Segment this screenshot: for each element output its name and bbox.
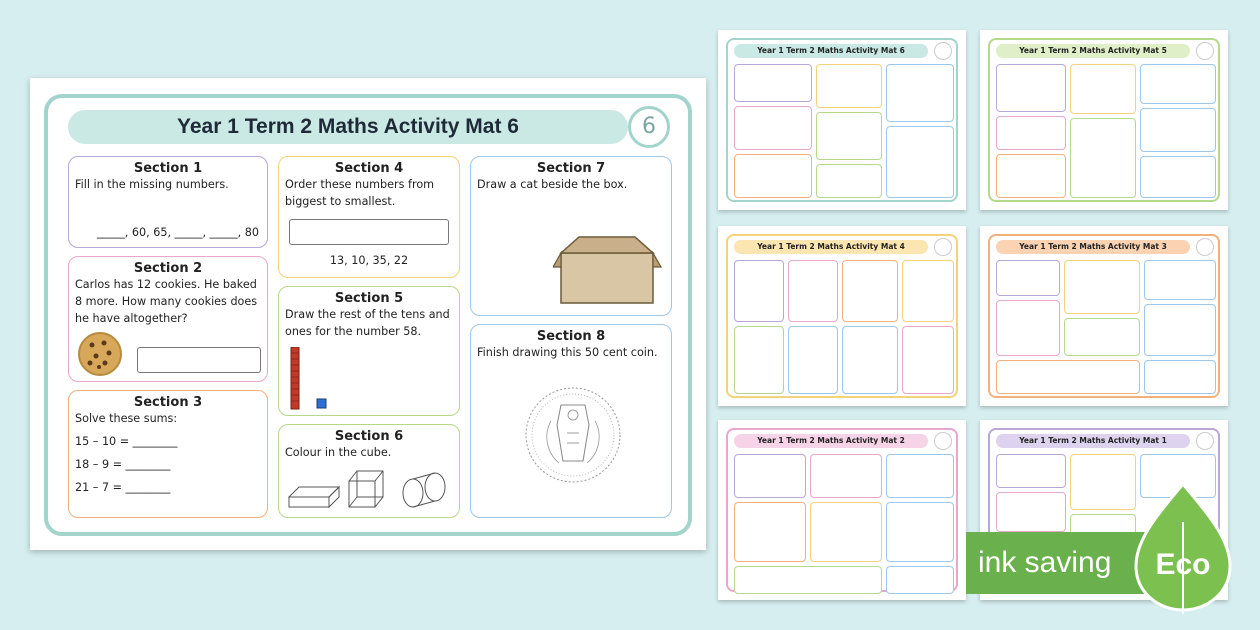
section-4-heading: Section 4 — [334, 161, 404, 176]
section-6 — [278, 424, 460, 518]
section-4-text: Order these numbers from biggest to smallest. — [285, 178, 435, 208]
mini-badge-icon — [934, 432, 952, 450]
section-7 — [470, 156, 672, 316]
tens-and-ones-blocks — [289, 347, 329, 411]
section-3-sum-1: 15 – 10 = ________ — [75, 435, 178, 448]
mini-cell — [1064, 260, 1140, 314]
section-8-heading: Section 8 — [536, 329, 606, 344]
mini-cell — [1144, 304, 1216, 356]
mini-cell — [734, 106, 812, 150]
mini-cell — [886, 126, 954, 198]
mini-cell — [734, 260, 784, 322]
section-1-text: Fill in the missing numbers. — [75, 178, 229, 191]
mini-cell — [734, 64, 812, 102]
section-4-numbers: 13, 10, 35, 22 — [329, 254, 409, 267]
mini-cell — [734, 326, 784, 394]
main-activity-mat — [30, 78, 706, 550]
mini-badge-icon — [934, 42, 952, 60]
mini-cell — [1144, 260, 1216, 300]
mini-cell — [816, 112, 882, 160]
mini-cell — [810, 502, 882, 562]
mini-cell — [996, 454, 1066, 488]
mini-cell — [1070, 64, 1136, 114]
section-3 — [68, 390, 268, 518]
mini-badge-icon — [934, 238, 952, 256]
mini-cell — [842, 260, 898, 322]
mini-cell — [810, 454, 882, 498]
mini-cell — [886, 454, 954, 498]
section-2-text: Carlos has 12 cookies. He baked 8 more. How many cookies does he have altogether? — [75, 278, 258, 325]
mini-cell — [996, 300, 1060, 356]
mini-mat-6[interactable] — [718, 30, 966, 210]
section-8-text: Finish drawing this 50 cent coin. — [477, 346, 658, 359]
eco-leaf-icon — [1130, 482, 1236, 616]
section-1-sequence: _____, 60, 65, _____, _____, 80 — [96, 226, 259, 239]
mini-cell — [996, 154, 1066, 198]
mini-badge-icon — [1196, 238, 1214, 256]
mini-cell — [1144, 360, 1216, 394]
mini-mat-3[interactable] — [980, 226, 1228, 406]
mini-cell — [1064, 318, 1140, 356]
mini-cell — [734, 566, 882, 594]
mini-mat-4-title: Year 1 Term 2 Maths Activity Mat 4 — [734, 240, 928, 254]
section-5-text: Draw the rest of the tens and ones for the number 58. — [285, 308, 450, 338]
mini-cell — [1140, 64, 1216, 104]
box-icon — [553, 233, 663, 305]
section-2-heading: Section 2 — [133, 261, 203, 276]
mini-cell — [886, 64, 954, 122]
mini-mat-2[interactable] — [718, 420, 966, 600]
section-7-text: Draw a cat beside the box. — [477, 178, 628, 191]
section-6-text: Colour in the cube. — [285, 446, 392, 459]
section-2-answer-box[interactable] — [137, 347, 261, 373]
mini-cell — [734, 454, 806, 498]
mini-cell — [816, 64, 882, 108]
mini-cell — [996, 492, 1066, 532]
section-1 — [68, 156, 268, 248]
mini-cell — [996, 64, 1066, 112]
section-3-sum-2: 18 – 9 = ________ — [75, 458, 171, 471]
section-5-heading: Section 5 — [334, 291, 404, 306]
mini-badge-icon — [1196, 432, 1214, 450]
mini-cell — [886, 502, 954, 562]
mini-cell — [996, 260, 1060, 296]
ink-saving-label: ink saving — [978, 546, 1112, 579]
mini-cell — [902, 260, 954, 322]
section-8 — [470, 324, 672, 518]
mini-cell — [996, 360, 1140, 394]
eco-label: Eco — [1155, 548, 1211, 581]
section-4-answer-box[interactable] — [289, 219, 449, 245]
mini-cell — [788, 326, 838, 394]
mini-cell — [1070, 118, 1136, 198]
mini-mat-6-title: Year 1 Term 2 Maths Activity Mat 6 — [734, 44, 928, 58]
cookie-icon — [77, 331, 123, 377]
mini-mat-4[interactable] — [718, 226, 966, 406]
mini-mat-5[interactable] — [980, 30, 1228, 210]
mini-cell — [996, 116, 1066, 150]
mini-cell — [886, 566, 954, 594]
mini-cell — [734, 154, 812, 198]
section-6-heading: Section 6 — [334, 429, 404, 444]
mini-cell — [816, 164, 882, 198]
mat-number-badge: 6 — [628, 106, 670, 148]
section-3-sum-3: 21 – 7 = ________ — [75, 481, 171, 494]
mini-mat-5-title: Year 1 Term 2 Maths Activity Mat 5 — [996, 44, 1190, 58]
mat-frame — [44, 94, 692, 536]
mini-cell — [1140, 156, 1216, 198]
section-1-heading: Section 1 — [133, 161, 203, 176]
mat-title: Year 1 Term 2 Maths Activity Mat 6 — [68, 110, 628, 144]
mini-cell — [734, 502, 806, 562]
mini-badge-icon — [1196, 42, 1214, 60]
section-4 — [278, 156, 460, 278]
section-2 — [68, 256, 268, 382]
coin-outline — [523, 385, 623, 485]
mini-cell — [788, 260, 838, 322]
mini-mat-1-title: Year 1 Term 2 Maths Activity Mat 1 — [996, 434, 1190, 448]
section-5 — [278, 286, 460, 416]
mini-mat-3-title: Year 1 Term 2 Maths Activity Mat 3 — [996, 240, 1190, 254]
section-3-text: Solve these sums: — [75, 412, 178, 425]
mini-cell — [1070, 454, 1136, 510]
section-3-heading: Section 3 — [133, 395, 203, 410]
mini-cell — [1140, 108, 1216, 152]
mini-cell — [902, 326, 954, 394]
mini-mat-2-title: Year 1 Term 2 Maths Activity Mat 2 — [734, 434, 928, 448]
section-7-heading: Section 7 — [536, 161, 606, 176]
mini-cell — [842, 326, 898, 394]
3d-shapes — [287, 467, 453, 511]
